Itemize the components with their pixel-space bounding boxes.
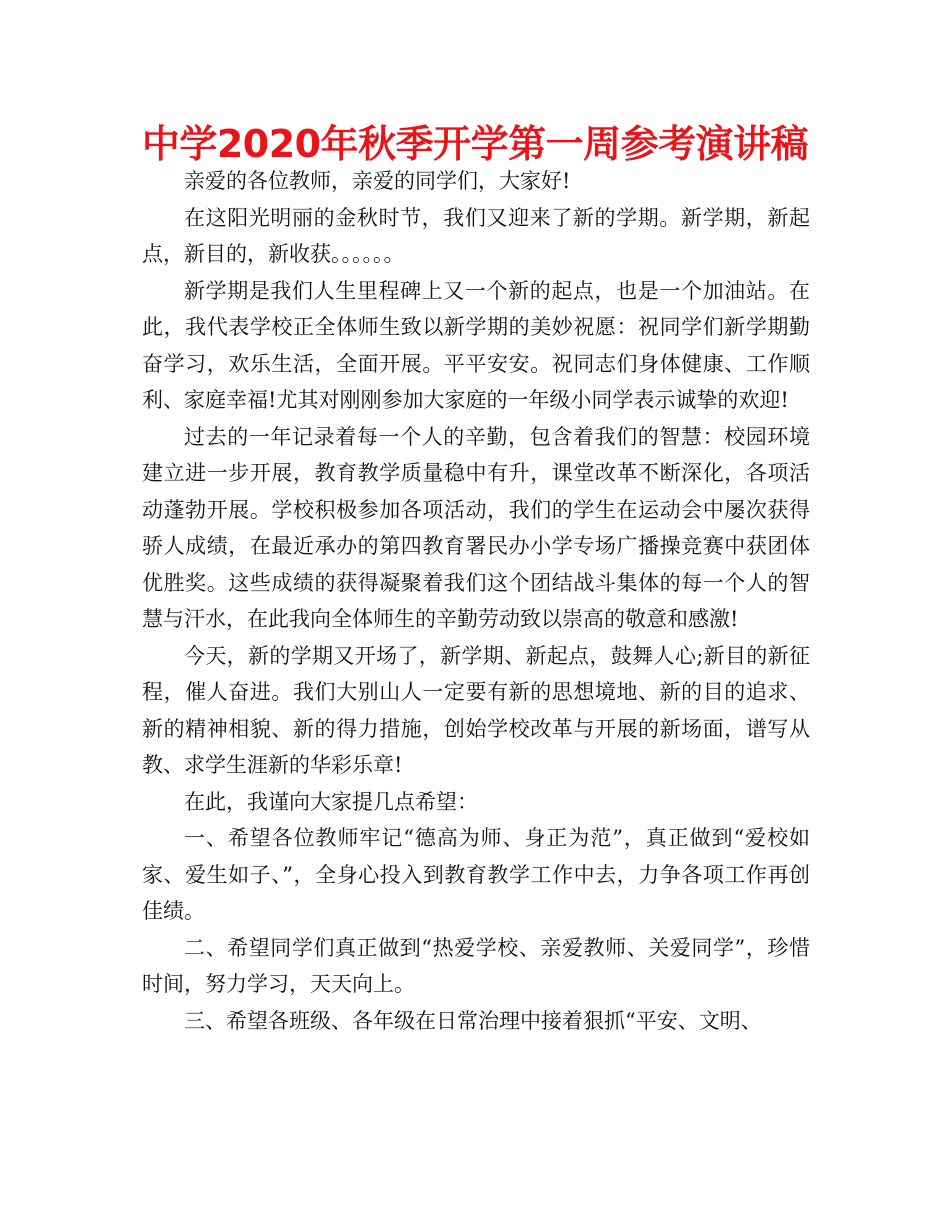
paragraph-greeting: 亲爱的各位教师，亲爱的同学们，大家好! <box>184 169 571 193</box>
paragraph: 新学期是我们人生里程碑上又一个新的起点，也是一个加油站。在此，我代表学校正全体师生致以新学期的美妙祝愿：祝同学们新学期勤奋学习，欢乐生活，全面开展。平平安安。祝同志们身体健康、工作顺利、家庭幸福!尤其对刚刚参加大家庭的一年级小同学表示诚挚的欢迎! <box>142 278 810 412</box>
paragraph: 今天，新的学期又开场了，新学期、新起点，鼓舞人心;新目的新征程，催人奋进。我们大别山人一定要有新的思想境地、新的目的追求、新的精神相貌、新的得力措施，创始学校改革与开展的新场面，谱写从教、求学生涯新的华彩乐章! <box>142 643 810 777</box>
paragraph: 在此，我谨向大家提几点希望： <box>184 789 478 814</box>
paragraph: 过去的一年记录着每一个人的辛勤，包含着我们的智慧：校园环境建立进一步开展，教育教学质量稳中有升，课堂改革不断深化，各项活动蓬勃开展。学校积极参加各项活动，我们的学生在运动会中屡次获得骄人成绩，在最近承办的第四教育署民办小学专场广播操竞赛中获团体优胜奖。这些成绩的获得凝聚着我们这个团结战斗集体的每一个人的智慧与汗水，在此我向全体师生的辛勤劳动致以崇高的敬意和感激! <box>142 424 810 631</box>
paragraph-hope-2: 二、希望同学们真正做到“热爱学校、亲爱教师、关爱同学”，珍惜时间，努力学习，天天向上。 <box>142 935 810 996</box>
document-body <box>142 163 810 1039</box>
paragraph-hope-3: 三、希望各班级、各年级在日常治理中接着狠抓“平安、文明、 <box>184 1008 762 1033</box>
document-title: 中学2020年秋季开学第一周参考演讲稿 <box>141 122 809 166</box>
paragraph: 在这阳光明丽的金秋时节，我们又迎来了新的学期。新学期，新起点，新目的，新收获。。。。。。 <box>142 205 810 266</box>
paragraph-hope-1: 一、希望各位教师牢记“德高为师、身正为范”，真正做到“爱校如家、爱生如子、”，全身心投入到教育教学工作中去，力争各项工作再创佳绩。 <box>142 826 810 923</box>
